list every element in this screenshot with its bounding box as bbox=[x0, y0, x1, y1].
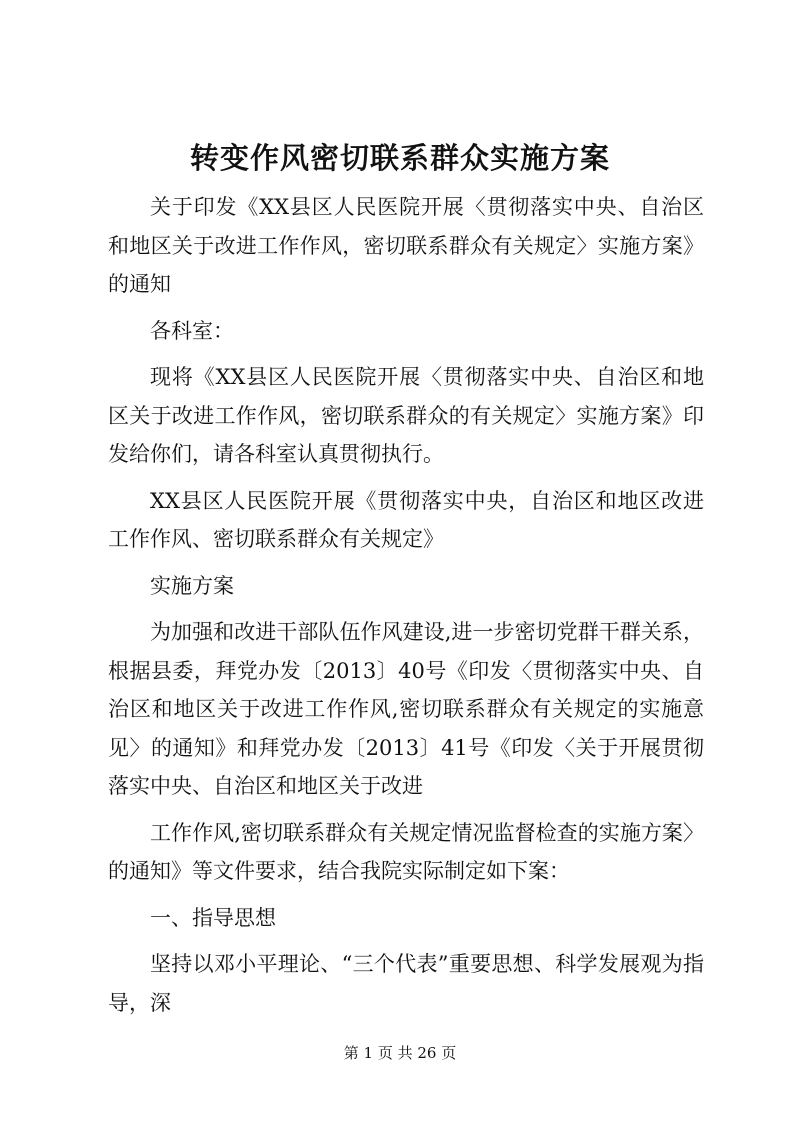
document-body bbox=[108, 188, 704, 1022]
plan-intro: 为加强和改进干部队伍作风建设,进一步密切党群干群关系，根据县委，拜党办发〔2013〕40号《印发〈贯彻落实中央、自治区和地区关于改进工作作风,密切联系群众有关规定的实施意见〉的通知》和拜党办发〔2013〕41号《印发〈关于开展贯彻落实中央、自治区和地区关于改进 bbox=[108, 620, 704, 798]
notice-body: 现将《XX县区人民医院开展〈贯彻落实中央、自治区和地区关于改进工作作风，密切联系群众的有关规定〉实施方案》印发给你们，请各科室认真贯彻执行。 bbox=[108, 365, 704, 466]
plan-intro-continued: 工作作风,密切联系群众有关规定情况监督检查的实施方案〉的通知》等文件要求，结合我院实际制定如下案： bbox=[108, 820, 704, 883]
notice-heading: 关于印发《XX县区人民医院开展〈贯彻落实中央、自治区和地区关于改进工作作风，密切联系群众有关规定〉实施方案》的通知 bbox=[108, 195, 704, 296]
page-number: 第 1 页 共 26 页 bbox=[343, 1044, 457, 1062]
document-title: 转变作风密切联系群众实施方案 bbox=[189, 141, 610, 175]
plan-subtitle: 实施方案 bbox=[150, 573, 234, 598]
salutation: 各科室： bbox=[150, 318, 234, 343]
guiding-thought-text: 坚持以邓小平理论、“三个代表”重要思想、科学发展观为指导，深 bbox=[108, 952, 704, 1015]
section-heading-guiding-thought: 一、指导思想 bbox=[150, 905, 276, 930]
plan-title: XX县区人民医院开展《贯彻落实中央，自治区和地区改进工作作风、密切联系群众有关规定》 bbox=[108, 488, 704, 551]
